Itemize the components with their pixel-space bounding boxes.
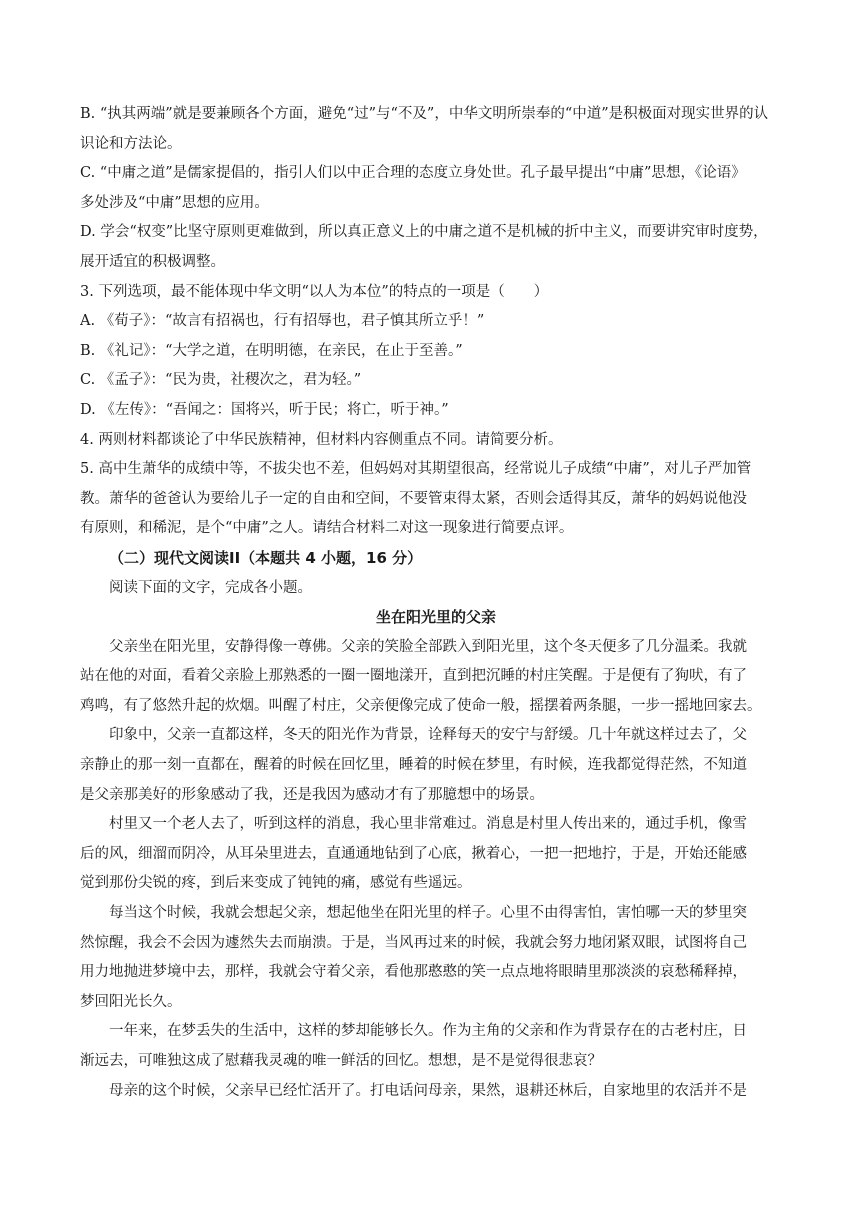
paragraph-2-line-2: 亲静止的那一刻一直都在，醒着的时候在回忆里，睡着的时候在梦里，有时候，连我都觉得茫然，不知道 — [80, 757, 747, 774]
paragraph-1-line-1: 父亲坐在阳光里，安静得像一尊佛。父亲的笑脸全部跌入到阳光里，这个冬天便多了几分温柔。我就 — [109, 638, 747, 655]
paragraph-6-line-1: 母亲的这个时候，父亲早已经忙活开了。打电话问母亲，果然，退耕还林后，自家地里的农活并不是 — [109, 1082, 747, 1099]
question-3-option-c: C. 《孟子》：“民为贵，社稷次之，君为轻。” — [80, 372, 362, 389]
paragraph-1-line-2: 站在他的对面，看着父亲脸上那熟悉的一圈一圈地漾开，直到把沉睡的村庄笑醒。于是便有了狗吠，有了 — [80, 668, 747, 685]
paragraph-1-line-3: 鸡鸣，有了悠然升起的炊烟。叫醒了村庄，父亲便像完成了使命一般，摇摆着两条腿，一步一摇地回家去。 — [80, 697, 762, 714]
question-5-line-1: 5. 高中生萧华的成绩中等，不拔尖也不差，但妈妈对其期望很高，经常说儿子成绩“中庸”，对儿子严加管 — [80, 461, 752, 478]
article-title: 坐在阳光里的父亲 — [375, 608, 496, 627]
paragraph-5-line-2: 渐远去，可唯独这成了慰藉我灵魂的唯一鲜活的回忆。想想，是不是觉得很悲哀？ — [80, 1053, 602, 1069]
paragraph-4-line-3: 用力地抛进梦境中去，那样，我就会守着父亲，看他那憨憨的笑一点点地将眼睛里那淡淡的哀愁稀释掉， — [80, 964, 747, 981]
question-3-option-d: D. 《左传》：“吾闻之：国将兴，听于民；将亡，听于神。” — [80, 401, 449, 418]
option-b-line-2: 识论和方法论。 — [80, 135, 182, 152]
question-5-line-2: 教。萧华的爸爸认为要给儿子一定的自由和空间，不要管束得太紧，否则会适得其反，萧华的妈妈说他没 — [80, 490, 747, 507]
paragraph-3-line-2: 后的风，细溜而阴冷，从耳朵里进去，直通通地钻到了心底，揪着心，一把一把地拧，于是，开始还能感 — [80, 845, 747, 862]
paragraph-4-line-1: 每当这个时候，我就会想起父亲，想起他坐在阳光里的样子。心里不由得害怕，害怕哪一天的梦里突 — [109, 905, 747, 922]
question-5-line-3: 有原则，和稀泥，是个“中庸”之人。请结合材料二对这一现象进行简要点评。 — [80, 520, 574, 537]
question-3-option-b: B. 《礼记》：“大学之道，在明明德，在亲民，在止于至善。” — [80, 342, 463, 359]
section-heading: （二）现代文阅读II（本题共 4 小题，16 分） — [109, 548, 423, 567]
paragraph-5-line-1: 一年来，在梦丢失的生活中，这样的梦却能够长久。作为主角的父亲和作为背景存在的古老村庄，日 — [109, 1023, 747, 1040]
option-d-line-1: D. 学会“权变”比坚守原则更难做到，所以真正意义上的中庸之道不是机械的折中主义，而要讲究审时度势， — [80, 224, 768, 241]
option-d-line-2: 展开适宜的积极调整。 — [80, 253, 225, 270]
question-3-option-a: A. 《荀子》：“故言有招祸也，行有招辱也，君子慎其所立乎！” — [80, 313, 485, 330]
paragraph-2-line-1: 印象中，父亲一直都这样，冬天的阳光作为背景，诠释每天的安宁与舒缓。几十年就这样过去了，父 — [109, 727, 747, 744]
paragraph-3-line-1: 村里又一个老人去了，听到这样的消息，我心里非常难过。消息是村里人传出来的，通过手机，像雪 — [109, 816, 747, 833]
document-page — [80, 100, 792, 1106]
option-c-line-1: C. “中庸之道”是儒家提倡的，指引人们以中正合理的态度立身处世。孔子最早提出“中庸”思想，《论语》 — [80, 165, 746, 182]
option-c-line-2: 多处涉及“中庸”思想的应用。 — [80, 194, 269, 211]
paragraph-4-line-2: 然惊醒，我会不会因为遽然失去而崩溃。于是，当风再过来的时候，我就会努力地闭紧双眼，试图将自己 — [80, 934, 747, 951]
option-b-line-1: B. “执其两端”就是要兼顾各个方面，避免“过”与“不及”，中华文明所崇奉的“中道”是积极面对现实世界的认 — [80, 106, 769, 122]
paragraph-4-line-4: 梦回阳光长久。 — [80, 993, 182, 1010]
section-instruction: 阅读下面的文字，完成各小题。 — [109, 579, 312, 596]
paragraph-2-line-3: 是父亲那美好的形象感动了我，还是我因为感动才有了那臆想中的场景。 — [80, 786, 544, 803]
question-4: 4. 两则材料都谈论了中华民族精神，但材料内容侧重点不同。请简要分析。 — [80, 431, 563, 448]
question-3-stem: 3. 下列选项，最不能体现中华文明“以人为本位”的特点的一项是（ ） — [80, 283, 549, 300]
paragraph-3-line-3: 觉到那份尖锐的疼，到后来变成了钝钝的痛，感觉有些遥远。 — [80, 875, 472, 892]
